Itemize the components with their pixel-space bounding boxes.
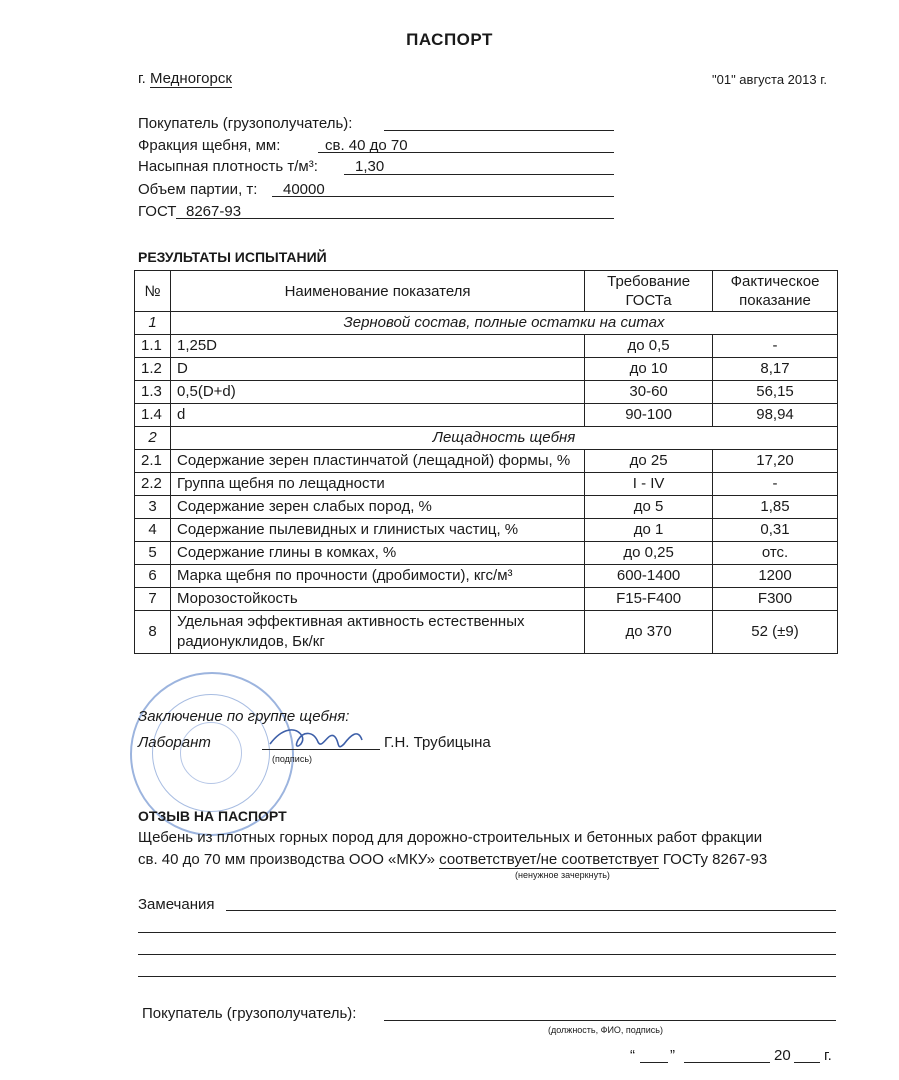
review-line-1: Щебень из плотных горных пород для дорожно-строительных и бетонных работ фракции bbox=[138, 829, 763, 846]
row-requirement: до 10 bbox=[585, 358, 713, 381]
gost-line bbox=[176, 218, 614, 219]
density-label: Насыпная плотность т/м³: bbox=[138, 158, 318, 175]
review-date-suffix: г. bbox=[824, 1047, 832, 1064]
row-value: F300 bbox=[713, 588, 838, 611]
row-value: - bbox=[713, 335, 838, 358]
review-line-2 bbox=[138, 851, 767, 869]
table-row bbox=[135, 565, 838, 588]
header-name: Наименование показателя bbox=[170, 271, 584, 312]
header-number: № bbox=[135, 271, 171, 312]
document-title: ПАСПОРТ bbox=[406, 30, 493, 49]
row-requirement: до 0,5 bbox=[585, 335, 713, 358]
review-line-2-text: св. 40 до 70 мм производства ООО «МКУ» bbox=[138, 851, 435, 868]
review-line-2-gost: ГОСТу 8267-93 bbox=[662, 851, 768, 868]
volume-value: 40000 bbox=[283, 181, 325, 198]
review-buyer-line bbox=[384, 1020, 836, 1021]
review-buyer-hint: (должность, ФИО, подпись) bbox=[548, 1025, 663, 1035]
city-prefix: г. bbox=[138, 70, 146, 87]
table-row bbox=[135, 404, 838, 427]
density-value: 1,30 bbox=[355, 158, 385, 175]
section-row bbox=[135, 427, 838, 450]
remarks-line-4 bbox=[138, 976, 836, 977]
row-number: 1.4 bbox=[135, 404, 171, 427]
section-title: Лещадность щебня bbox=[170, 427, 837, 450]
row-requirement: до 1 bbox=[585, 519, 713, 542]
review-heading: ОТЗЫВ НА ПАСПОРТ bbox=[138, 808, 287, 824]
row-number: 1.2 bbox=[135, 358, 171, 381]
review-date-open-quote: “ bbox=[630, 1047, 635, 1064]
row-number: 3 bbox=[135, 496, 171, 519]
row-value: отс. bbox=[713, 542, 838, 565]
table-row bbox=[135, 611, 838, 654]
row-number: 8 bbox=[135, 611, 171, 654]
row-name: Содержание зерен слабых пород, % bbox=[170, 496, 584, 519]
row-value: 8,17 bbox=[713, 358, 838, 381]
section-number: 1 bbox=[135, 312, 171, 335]
table-row bbox=[135, 358, 838, 381]
city-name: Медногорск bbox=[149, 70, 232, 87]
row-value: 56,15 bbox=[713, 381, 838, 404]
review-date-day-line bbox=[640, 1062, 668, 1063]
row-name: Содержание пылевидных и глинистых частиц, % bbox=[170, 519, 584, 542]
row-number: 2.2 bbox=[135, 473, 171, 496]
row-value: 1200 bbox=[713, 565, 838, 588]
lab-name: Г.Н. Трубицына bbox=[384, 734, 491, 751]
row-number: 5 bbox=[135, 542, 171, 565]
row-name: 1,25D bbox=[170, 335, 584, 358]
document-date: "01" августа 2013 г. bbox=[712, 72, 827, 87]
remarks-line-2 bbox=[138, 932, 836, 933]
row-value: 1,85 bbox=[713, 496, 838, 519]
row-requirement: 90-100 bbox=[585, 404, 713, 427]
row-value: 98,94 bbox=[713, 404, 838, 427]
fraction-value: св. 40 до 70 bbox=[325, 137, 408, 154]
results-heading: РЕЗУЛЬТАТЫ ИСПЫТАНИЙ bbox=[138, 249, 327, 265]
row-name: Морозостойкость bbox=[170, 588, 584, 611]
table-row bbox=[135, 542, 838, 565]
row-number: 7 bbox=[135, 588, 171, 611]
row-name: D bbox=[170, 358, 584, 381]
row-value: 0,31 bbox=[713, 519, 838, 542]
row-requirement: 600-1400 bbox=[585, 565, 713, 588]
review-date-close-quote: ” bbox=[670, 1047, 675, 1064]
review-date-year: 20 bbox=[774, 1047, 791, 1064]
remarks-label: Замечания bbox=[138, 896, 215, 913]
remarks-line-1 bbox=[226, 910, 836, 911]
remarks-line-3 bbox=[138, 954, 836, 955]
gost-label: ГОСТ bbox=[138, 203, 177, 220]
fraction-label: Фракция щебня, мм: bbox=[138, 137, 281, 154]
lab-label: Лаборант bbox=[138, 734, 211, 751]
section-number: 2 bbox=[135, 427, 171, 450]
stamp-emblem bbox=[180, 722, 242, 784]
review-date-month-line bbox=[684, 1062, 770, 1063]
row-requirement: до 5 bbox=[585, 496, 713, 519]
row-requirement: до 370 bbox=[585, 611, 713, 654]
review-buyer-label: Покупатель (грузополучатель): bbox=[142, 1005, 357, 1022]
volume-label: Объем партии, т: bbox=[138, 181, 258, 198]
row-number: 1.3 bbox=[135, 381, 171, 404]
row-number: 2.1 bbox=[135, 450, 171, 473]
row-name: d bbox=[170, 404, 584, 427]
table-row bbox=[135, 496, 838, 519]
row-requirement: F15-F400 bbox=[585, 588, 713, 611]
signature-hint: (подпись) bbox=[272, 754, 313, 764]
review-date-year-line bbox=[794, 1062, 820, 1063]
compliance-choice: соответствует/не соответствует bbox=[439, 851, 659, 868]
row-name: 0,5(D+d) bbox=[170, 381, 584, 404]
density-line bbox=[344, 174, 614, 175]
row-requirement: до 25 bbox=[585, 450, 713, 473]
table-row bbox=[135, 473, 838, 496]
row-name: Удельная эффективная активность естественных радионуклидов, Бк/кг bbox=[170, 611, 584, 654]
row-number: 1.1 bbox=[135, 335, 171, 358]
strike-hint: (ненужное зачеркнуть) bbox=[515, 870, 610, 880]
gost-value: 8267-93 bbox=[186, 203, 242, 220]
row-value: 52 (±9) bbox=[713, 611, 838, 654]
row-name: Группа щебня по лещадности bbox=[170, 473, 584, 496]
table-row bbox=[135, 335, 838, 358]
table-row bbox=[135, 519, 838, 542]
row-value: 17,20 bbox=[713, 450, 838, 473]
table-row bbox=[135, 588, 838, 611]
buyer-line bbox=[384, 130, 614, 131]
row-name: Содержание глины в комках, % bbox=[170, 542, 584, 565]
row-requirement: до 0,25 bbox=[585, 542, 713, 565]
row-number: 6 bbox=[135, 565, 171, 588]
section-row bbox=[135, 312, 838, 335]
table-header-row bbox=[135, 271, 838, 312]
header-requirement: Требование ГОСТа bbox=[585, 271, 713, 312]
conclusion-label: Заключение по группе щебня: bbox=[138, 708, 350, 725]
table-row bbox=[135, 450, 838, 473]
row-name: Марка щебня по прочности (дробимости), кгс/м³ bbox=[170, 565, 584, 588]
header-actual: Фактическое показание bbox=[713, 271, 838, 312]
results-table bbox=[134, 270, 838, 654]
row-value: - bbox=[713, 473, 838, 496]
row-requirement: 30-60 bbox=[585, 381, 713, 404]
section-title: Зерновой состав, полные остатки на ситах bbox=[170, 312, 837, 335]
buyer-label: Покупатель (грузополучатель): bbox=[138, 115, 353, 132]
city-line bbox=[138, 70, 232, 88]
row-name: Содержание зерен пластинчатой (лещадной) формы, % bbox=[170, 450, 584, 473]
row-requirement: I - IV bbox=[585, 473, 713, 496]
row-number: 4 bbox=[135, 519, 171, 542]
table-row bbox=[135, 381, 838, 404]
